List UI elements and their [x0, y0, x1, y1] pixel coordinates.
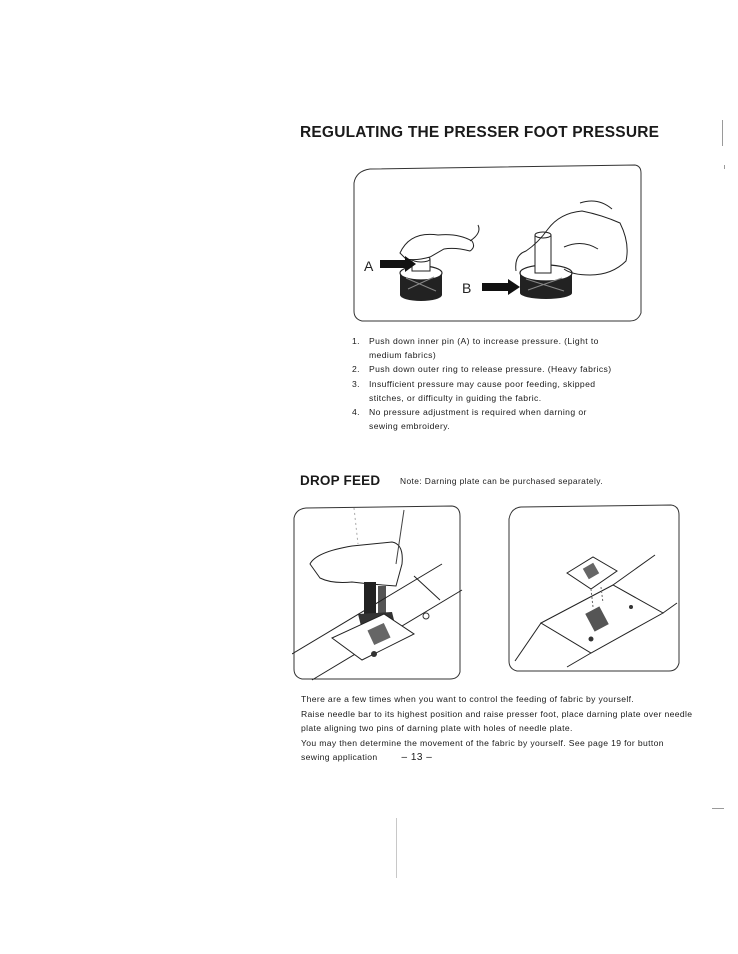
step-text: Push down inner pin (A) to increase pressure. (Light to medium fabrics)	[369, 336, 599, 361]
step-number: 2.	[352, 364, 360, 375]
paragraph: Raise needle bar to its highest position and raise presser foot, place darning plate over needle plate aligning two pins of darning plate with holes of needle plate.	[301, 708, 693, 733]
darning-plate-note: Note: Darning plate can be purchased separately.	[400, 476, 603, 486]
scan-artifact	[396, 818, 397, 878]
step-text: Insufficient pressure may cause poor feeding, skipped stitches, or difficulty in guiding the fabric.	[369, 378, 596, 403]
list-item	[352, 362, 612, 376]
sewing-machine-darning-illustration	[292, 504, 464, 682]
section-title-presser-foot: REGULATING THE PRESSER FOOT PRESSURE	[300, 124, 660, 141]
paragraph	[301, 736, 693, 766]
step-text: No pressure adjustment is required when darning or sewing embroidery.	[369, 407, 587, 432]
pressure-knob-right	[516, 201, 627, 299]
pressure-steps-list	[352, 334, 612, 433]
scan-artifact	[712, 808, 724, 809]
figure-label-a: A	[364, 258, 374, 274]
step-number: 3.	[352, 378, 360, 389]
step-text: Push down outer ring to release pressure. (Heavy fabrics)	[369, 364, 612, 375]
list-item	[352, 405, 612, 433]
section-title-drop-feed: DROP FEED	[300, 473, 381, 488]
presser-foot-pressure-illustration	[350, 163, 642, 325]
drop-feed-instructions	[301, 692, 693, 766]
list-item	[352, 334, 612, 362]
figure-label-b: B	[462, 280, 472, 296]
figure-frame	[354, 165, 641, 321]
list-item	[352, 377, 612, 405]
paragraph: There are a few times when you want to control the feeding of fabric by yourself.	[301, 694, 635, 704]
scan-artifact	[724, 165, 725, 169]
step-number: 1.	[352, 336, 360, 346]
page-number: – 13 –	[401, 752, 433, 763]
paragraph-text: You may then determine the movement of the fabric by yourself. See page 19 for button sewing application	[301, 737, 664, 762]
scan-artifact	[722, 120, 723, 146]
arrow-b	[482, 279, 520, 295]
step-number: 4.	[352, 407, 360, 418]
darning-plate-illustration	[505, 503, 683, 675]
